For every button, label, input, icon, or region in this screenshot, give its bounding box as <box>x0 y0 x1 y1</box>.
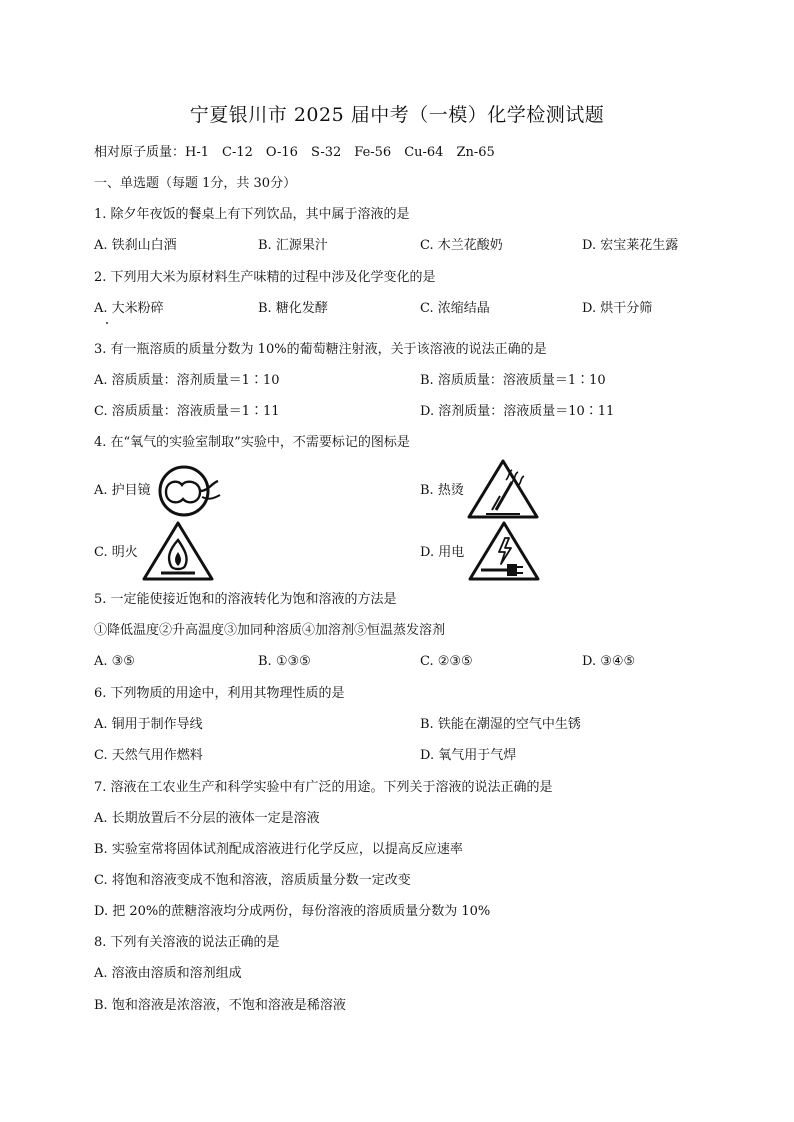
stray-dot <box>106 322 108 324</box>
q7-option-a: A. 长期放置后不分层的液体一定是溶液 <box>94 811 320 826</box>
q4-option-a: A. 护目镜 <box>94 483 151 498</box>
q5-option-c: C. ②③⑤ <box>420 654 473 669</box>
q2-option-c: C. 浓缩结晶 <box>420 301 490 316</box>
q4-option-d: D. 用电 <box>420 545 465 560</box>
q5-methods: ①降低温度②升高温度③加同种溶质④加溶剂⑤恒温蒸发溶剂 <box>94 623 446 638</box>
q6-option-b: B. 铁能在潮湿的空气中生锈 <box>420 717 581 732</box>
q6-option-d: D. 氧气用于气焊 <box>420 748 517 763</box>
question-1-stem: 1. 除夕年夜饭的餐桌上有下列饮品，其中属于溶液的是 <box>94 207 410 222</box>
q7-option-d: D. 把 20%的蔗糖溶液均分成两份，每份溶液的溶质质量分数为 10% <box>94 904 491 919</box>
open-flame-icon <box>141 520 215 582</box>
q1-option-c: C. 木兰花酸奶 <box>420 238 503 253</box>
page-title: 宁夏银川市 2025 届中考（一模）化学检测试题 <box>189 104 605 126</box>
q4-option-c: C. 明火 <box>94 545 138 560</box>
q2-option-a: A. 大米粉碎 <box>94 301 164 316</box>
q6-option-c: C. 天然气用作燃料 <box>94 748 203 763</box>
q5-option-b: B. ①③⑤ <box>258 654 311 669</box>
q3-option-d: D. 溶剂质量：溶液质量＝10∶11 <box>420 404 615 419</box>
hot-surface-icon <box>466 458 540 520</box>
question-3-stem: 3. 有一瓶溶质的质量分数为 10%的葡萄糖注射液，关于该溶液的说法正确的是 <box>94 342 547 357</box>
q7-option-c: C. 将饱和溶液变成不饱和溶液，溶质质量分数一定改变 <box>94 873 411 888</box>
goggles-icon <box>158 461 222 521</box>
q2-option-d: D. 烘干分筛 <box>582 301 653 316</box>
q8-option-a: A. 溶液由溶质和溶剂组成 <box>94 966 242 981</box>
q5-option-d: D. ③④⑤ <box>582 654 636 669</box>
question-6-stem: 6. 下列物质的用途中，利用其物理性质的是 <box>94 686 345 701</box>
q6-option-a: A. 铜用于制作导线 <box>94 717 203 732</box>
q3-option-b: B. 溶质质量：溶液质量＝1∶10 <box>420 373 606 388</box>
q1-option-a: A. 铁刹山白酒 <box>94 238 177 253</box>
question-4-stem: 4. 在“氧气的实验室制取”实验中，不需要标记的图标是 <box>94 435 410 450</box>
question-8-stem: 8. 下列有关溶液的说法正确的是 <box>94 935 280 950</box>
question-7-stem: 7. 溶液在工农业生产和科学实验中有广泛的用途。下列关于溶液的说法正确的是 <box>94 780 553 795</box>
q8-option-b: B. 饱和溶液是浓溶液，不饱和溶液是稀溶液 <box>94 998 346 1013</box>
question-5-stem: 5. 一定能使接近饱和的溶液转化为饱和溶液的方法是 <box>94 592 397 607</box>
atomic-masses: 相对原子质量：H-1 C-12 O-16 S-32 Fe-56 Cu-64 Zn-65 <box>94 145 495 160</box>
q2-option-b: B. 糖化发酵 <box>258 301 328 316</box>
q3-option-c: C. 溶质质量：溶液质量＝1∶11 <box>94 404 280 419</box>
q7-option-b: B. 实验室常将固体试剂配成溶液进行化学反应，以提高反应速率 <box>94 842 463 857</box>
question-2-stem: 2. 下列用大米为原材料生产味精的过程中涉及化学变化的是 <box>94 270 436 285</box>
electricity-icon <box>467 520 541 582</box>
q5-option-a: A. ③⑤ <box>94 654 135 669</box>
section-heading: 一、单选题（每题 1分，共 30分） <box>94 176 297 191</box>
q3-option-a: A. 溶质质量：溶剂质量＝1∶10 <box>94 373 280 388</box>
q1-option-b: B. 汇源果汁 <box>258 238 328 253</box>
q1-option-d: D. 宏宝莱花生露 <box>582 238 679 253</box>
q4-option-b: B. 热烫 <box>420 483 464 498</box>
